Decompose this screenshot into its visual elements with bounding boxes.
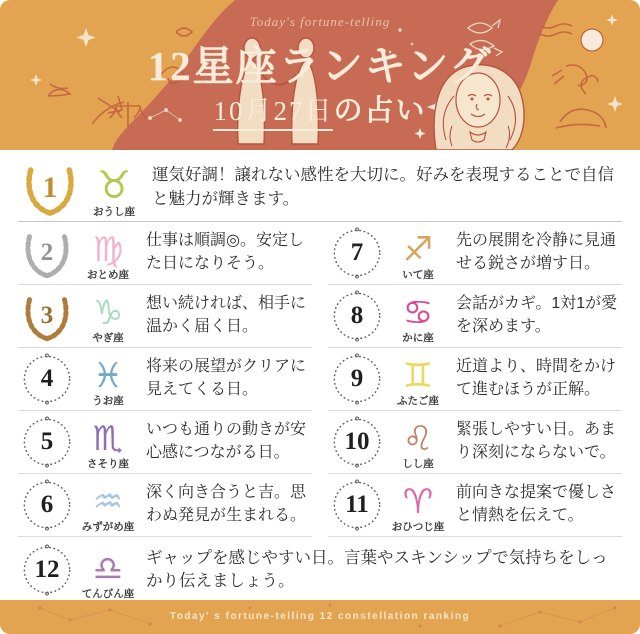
zodiac-symbol-cell (386, 348, 450, 410)
cancer-icon: ♋ (402, 293, 434, 333)
fortune-text: 深く向き合うと吉。思わぬ発見が生まれる。 (146, 484, 307, 524)
taurus-icon: ♉ (96, 163, 132, 207)
ranking-row (328, 285, 622, 348)
zodiac-symbol-cell (386, 411, 450, 473)
fortune-text: 会話がカギ。1対1が愛を深めます。 (456, 295, 618, 335)
fortune-text: 前向きな提案で優しさと情熱を伝えて。 (456, 484, 617, 524)
zodiac-symbol-cell (386, 222, 450, 284)
rank-badge (18, 476, 76, 534)
rank-badge (328, 413, 386, 471)
capricorn-icon: ♑ (92, 293, 124, 333)
rank-badge (18, 224, 76, 282)
rank-badge (18, 541, 76, 599)
zodiac-name-label: かに座 (402, 332, 434, 344)
header-text-block (0, 0, 640, 150)
zodiac-name-label: うお座 (92, 395, 124, 407)
page-title: 12星座ランキング (147, 43, 493, 89)
ranking-column-right (328, 222, 622, 537)
fortune-text: 想い続ければ、相手に温かく届く日。 (146, 295, 307, 335)
gemini-icon: ♊ (402, 356, 434, 396)
ranking-column-left (18, 222, 312, 537)
zodiac-name-label: やぎ座 (92, 332, 124, 344)
ranking-row (328, 348, 622, 411)
footer-band (0, 600, 640, 634)
ranking-row (18, 285, 312, 348)
zodiac-name-label: てんびん座 (81, 588, 135, 600)
fortune-text: ギャップを感じやすい日。言葉やスキンシップで気持ちをしっかり伝えましょう。 (146, 548, 608, 590)
fortune-text: 近道より、時間をかけて進むほうが正解。 (456, 358, 617, 398)
fortune-text: 仕事は順調◎。安定した日になりそう。 (146, 232, 304, 272)
subtitle-date: 10月27日 (213, 96, 333, 131)
rank-badge (328, 224, 386, 282)
rank-badge (18, 350, 76, 408)
fortune-text: 将来の展望がクリアに見えてくる日。 (146, 358, 307, 398)
ranking-row (18, 411, 312, 474)
aquarius-icon: ♒ (92, 482, 124, 522)
ranking-list (0, 150, 640, 603)
ranking-row (18, 474, 312, 537)
leo-icon: ♌ (402, 419, 434, 459)
rank-number: 12 (34, 556, 60, 583)
zodiac-name-label: おとめ座 (87, 269, 129, 281)
aries-icon: ♈ (402, 482, 434, 522)
header-script-tagline: Today's fortune-telling (249, 14, 391, 29)
zodiac-symbol-cell (76, 348, 140, 410)
zodiac-symbol-cell (82, 154, 146, 221)
virgo-icon: ♍ (92, 230, 124, 270)
zodiac-name-label: いて座 (402, 269, 434, 281)
pisces-icon: ♓ (92, 356, 124, 396)
rank-number: 7 (350, 239, 364, 266)
scorpio-icon: ♏ (92, 419, 124, 459)
ranking-row (328, 474, 622, 537)
rank-number: 9 (350, 365, 364, 392)
ranking-row (18, 154, 622, 222)
rank-badge (328, 287, 386, 345)
zodiac-symbol-cell (76, 537, 140, 603)
zodiac-name-label: みずがめ座 (81, 521, 135, 533)
rank-number: 5 (40, 428, 54, 455)
zodiac-symbol-cell (76, 411, 140, 473)
rank-number: 6 (40, 491, 54, 518)
zodiac-name-label: おうし座 (93, 206, 135, 218)
zodiac-symbol-cell (386, 285, 450, 347)
rank-badge (18, 156, 82, 220)
rank-badge (328, 476, 386, 534)
sagittarius-icon: ♐ (402, 230, 434, 270)
header-banner (0, 0, 640, 150)
rank-number: 2 (40, 239, 54, 266)
ranking-columns (0, 222, 640, 537)
rank-number: 10 (344, 428, 370, 455)
zodiac-symbol-cell (76, 222, 140, 284)
zodiac-name-label: ふたご座 (397, 395, 439, 407)
page-subtitle (0, 88, 640, 129)
rank-number: 3 (40, 302, 54, 329)
rank-number: 4 (40, 365, 54, 392)
fortune-text: いつも通りの動きが安心感につながる日。 (146, 421, 307, 461)
rank-number: 8 (350, 302, 364, 329)
zodiac-symbol-cell (76, 474, 140, 536)
rank-1-slot (0, 154, 640, 222)
zodiac-name-label: さそり座 (87, 458, 129, 470)
footer-caption: Today' s fortune-telling 12 constellation ranking (169, 611, 471, 622)
rank-badge (18, 413, 76, 471)
zodiac-name-label: しし座 (402, 458, 434, 470)
zodiac-symbol-cell (76, 285, 140, 347)
fortune-text: 先の展開を冷静に見通せる鋭さが増す日。 (456, 232, 617, 272)
rank-12-slot (0, 537, 640, 603)
rank-number: 11 (345, 491, 369, 518)
ranking-row (328, 411, 622, 474)
zodiac-name-label: おひつじ座 (391, 521, 445, 533)
fortune-text: 緊張しやすい日。あまり深刻にならないで。 (456, 421, 617, 461)
ranking-row (18, 537, 622, 603)
rank-badge (328, 350, 386, 408)
libra-icon: ♎ (92, 549, 124, 589)
rank-number: 1 (42, 170, 58, 204)
ranking-row (18, 348, 312, 411)
rank-badge (18, 287, 76, 345)
zodiac-symbol-cell (386, 474, 450, 536)
ranking-row (18, 222, 312, 285)
fortune-text: 運気好調！譲れない感性を大切に。好みを表現することで自信と魅力が輝きます。 (152, 166, 614, 208)
subtitle-suffix: の占い (333, 95, 427, 127)
ranking-row (328, 222, 622, 285)
